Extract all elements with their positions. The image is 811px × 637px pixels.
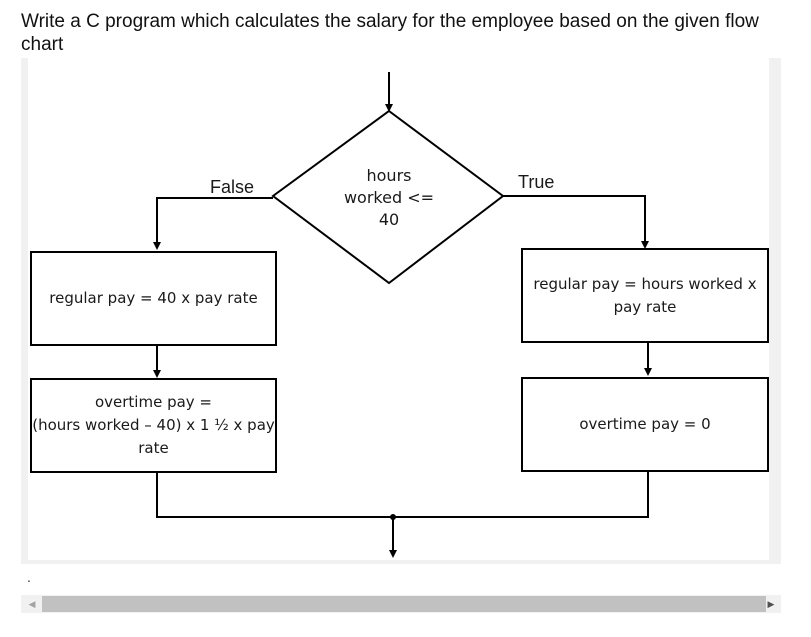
scrollbar-thumb[interactable]	[42, 596, 766, 612]
false-branch-label: False	[210, 177, 255, 197]
horizontal-scrollbar[interactable]	[21, 595, 781, 613]
right-box-2-text: overtime pay = 0	[579, 415, 711, 433]
triangle-right-icon[interactable]: ▶	[767, 598, 775, 609]
true-branch-label: True	[518, 172, 555, 192]
left-box-2-text: overtime pay = (hours worked – 40) x 1 ½ x pay rate	[32, 393, 275, 457]
stray-period: .	[27, 569, 31, 585]
decision-text-line-3: 40	[378, 210, 400, 229]
left-box-1-text: regular pay = 40 x pay rate	[49, 289, 258, 307]
triangle-left-icon[interactable]: ◀	[28, 598, 36, 609]
false-branch-connector	[157, 198, 273, 246]
right-box-1-text: regular pay = hours worked x pay rate	[533, 274, 757, 316]
decision-text-line-1: hours	[366, 166, 412, 185]
question-text: Write a C program which calculates the salary for the employee based on the given flow chart	[21, 11, 759, 55]
true-branch-connector	[503, 196, 645, 245]
decision-text-line-2: worked <=	[343, 188, 435, 207]
merge-connector	[157, 471, 648, 517]
